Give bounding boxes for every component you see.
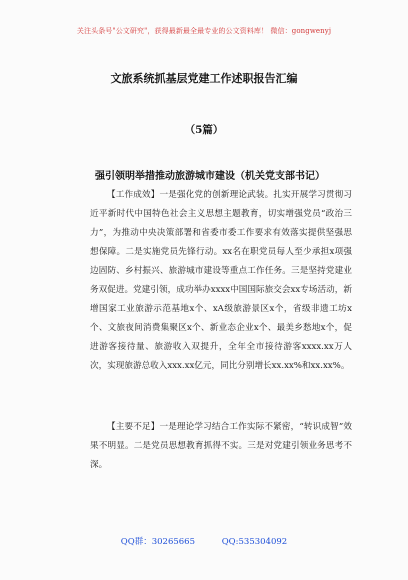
paragraph-shortcomings: 【主要不足】一是理论学习结合工作实际不紧密，“转识成智”效果不明显。二是党员思想教育抓得不实。三是对党建引领业务思考不深。 bbox=[90, 422, 352, 470]
document-title: 文旅系统抓基层党建工作述职报告汇编 bbox=[110, 72, 298, 85]
section-heading: 强引领明举措推动旅游城市建设（机关党支部书记） bbox=[95, 171, 325, 182]
footer-contact bbox=[0, 535, 408, 547]
paragraph-achievements: 【工作成效】一是强化党的创新理论武装。扎实开展学习贯彻习近平新时代中国特色社会主义思想主题教育，切实增强党员“政治三力”，为推动中央决策部署和省委市委工作要求有效落实提供坚强思想保障。二是实施党员先锋行动。xx名在职党员每人至少承担x项强边固防、乡村振兴、旅游城市建设等重点工作任务。三是坚持党建业务双促进。党建引领，成功举办xxxx中国国际旅交会xx专场活动，新增国家工业旅游示范基地x个、xA级旅游景区x个，省级非遗工坊x个、文旅夜间消费集聚区x个、新业态企业x个、最美乡愁地x个，促进游客接待量、旅游收入双提升，全年全市接待游客xxxx.xx万人次，实现旅游总收入xxx.xx亿元，同比分别增长xx.xx%和xx.xx%。 bbox=[90, 190, 352, 371]
footer-qq-number[interactable]: QQ:535304092 bbox=[221, 537, 288, 547]
header-banner: 关注头条号"公文研究"，获得最新最全最专业的公文资料库！ 微信：gongwenyj bbox=[76, 27, 332, 35]
footer-qq-group[interactable]: QQ群：30265665 bbox=[120, 537, 195, 547]
document-count: （5篇） bbox=[184, 124, 224, 136]
